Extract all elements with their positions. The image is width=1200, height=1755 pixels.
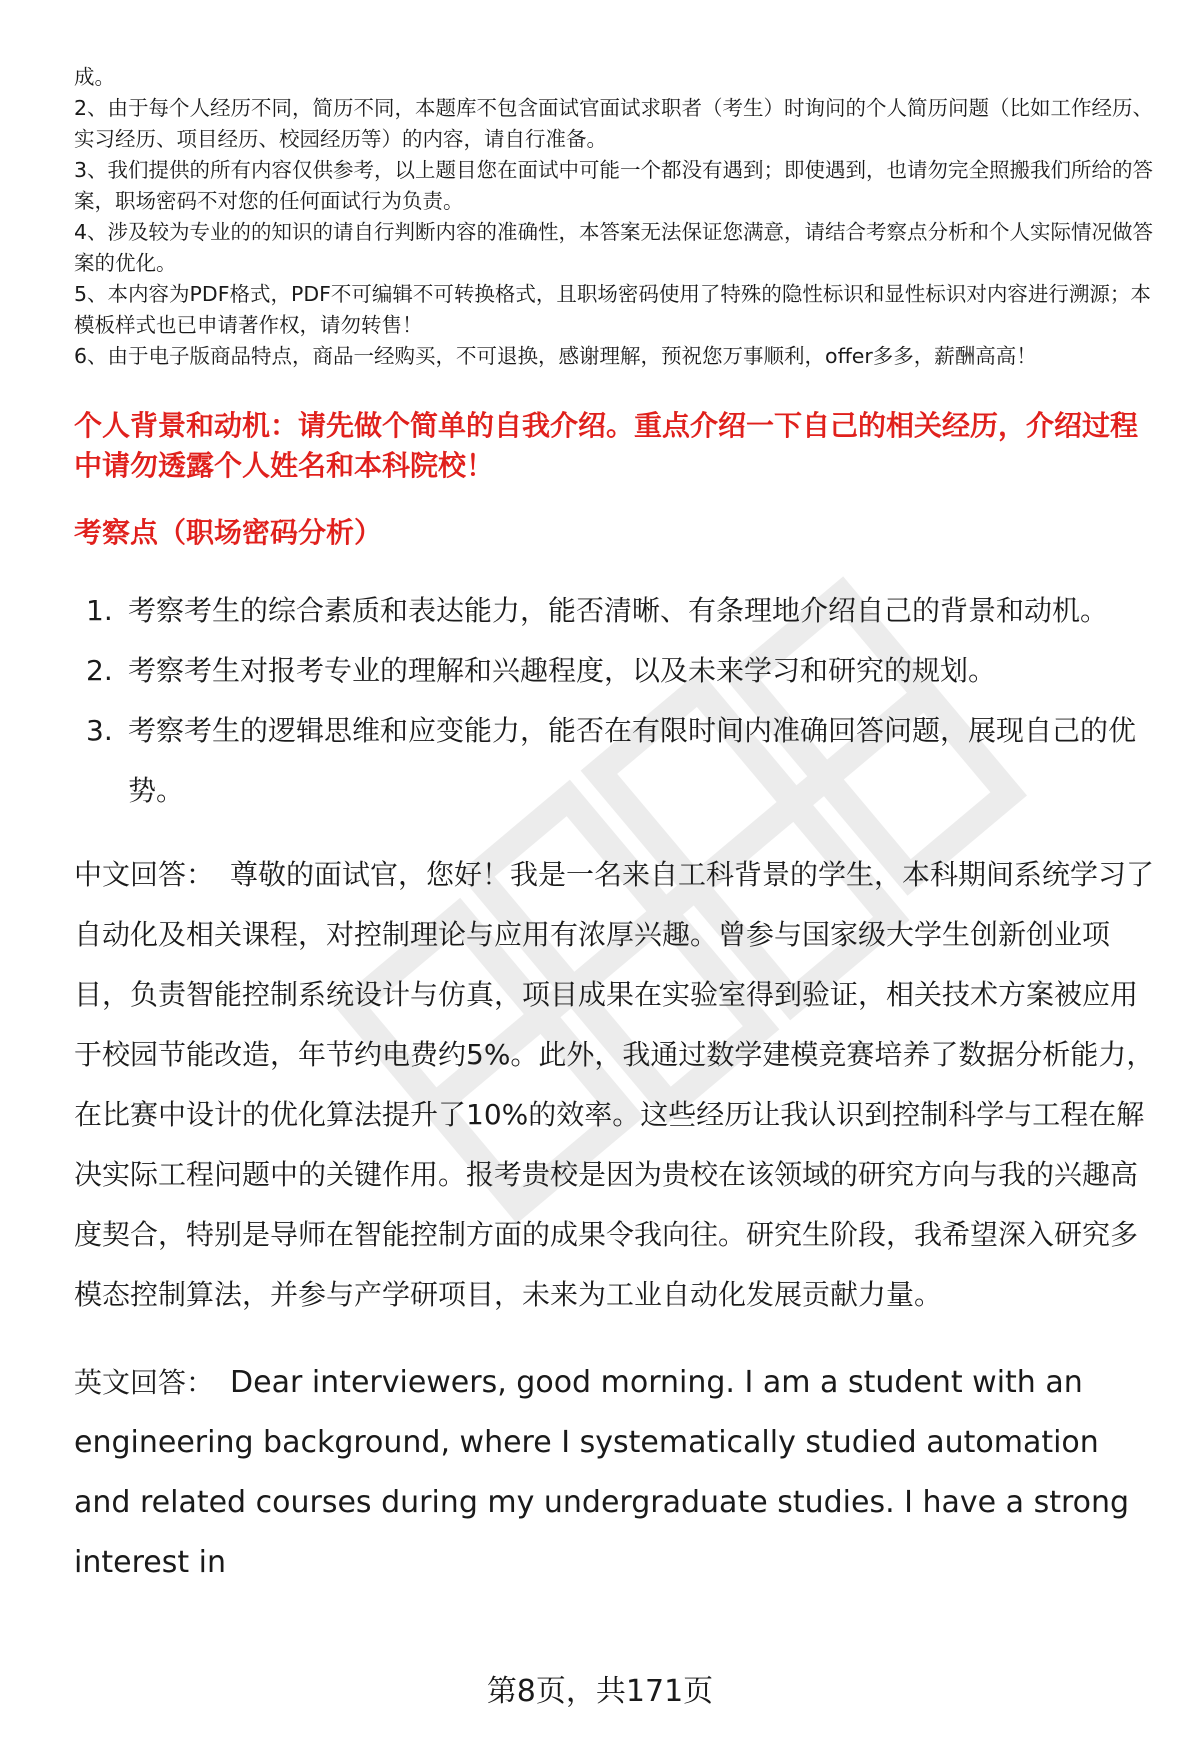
- list-item: [74, 701, 1156, 821]
- question-heading: 个人背景和动机：请先做个简单的自我介绍。重点介绍一下自己的相关经历，介绍过程中请勿透露个人姓名和本科院校！: [74, 409, 1139, 482]
- english-answer-text: Dear interviewers, good morning. I am a student with an engineering background, where I systematically studied automation and related courses during my undergraduate studies. I have a strong interest in: [74, 1365, 1130, 1580]
- list-text: 考察考生对报考专业的理解和兴趣程度，以及未来学习和研究的规划。: [128, 654, 997, 687]
- analysis-heading: 考察点（职场密码分析）: [74, 516, 383, 549]
- list-text: 考察考生的逻辑思维和应变能力，能否在有限时间内准确回答问题，展现自己的优势。: [128, 714, 1137, 807]
- chinese-answer-label: 中文回答：: [74, 858, 215, 891]
- analysis-points: [74, 581, 1156, 821]
- notice-line: 4、涉及较为专业的的知识的请自行判断内容的准确性，本答案无法保证您满意，请结合考察点分析和个人实际情况做答案的优化。: [74, 220, 1154, 275]
- list-item: [74, 641, 1156, 701]
- notice-line: 成。: [74, 65, 115, 89]
- list-item: [74, 581, 1156, 641]
- notice-line: 3、我们提供的所有内容仅供参考，以上题目您在面试中可能一个都没有遇到；即使遇到，也请勿完全照搬我们所给的答案，职场密码不对您的任何面试行为负责。: [74, 158, 1154, 213]
- page-number: 第8页，共171页: [486, 1674, 714, 1709]
- chinese-answer: [74, 845, 1156, 1325]
- notice-line: 6、由于电子版商品特点，商品一经购买，不可退换，感谢理解，预祝您万事顺利，offer多多，薪酬高高！: [74, 344, 1037, 368]
- notice-line: 2、由于每个人经历不同，简历不同，本题库不包含面试官面试求职者（考生）时询问的个人简历问题（比如工作经历、实习经历、项目经历、校园经历等）的内容，请自行准备。: [74, 96, 1154, 151]
- english-answer-label: 英文回答：: [74, 1366, 215, 1399]
- list-text: 考察考生的综合素质和表达能力，能否清晰、有条理地介绍自己的背景和动机。: [128, 594, 1109, 627]
- list-number: 2.: [86, 654, 113, 687]
- list-number: 3.: [86, 714, 113, 747]
- english-answer: [74, 1353, 1156, 1593]
- notice-list: [74, 62, 1156, 372]
- page-content: [74, 62, 1156, 1593]
- list-number: 1.: [86, 594, 113, 627]
- chinese-answer-text: 尊敬的面试官，您好！我是一名来自工科背景的学生，本科期间系统学习了自动化及相关课程，对控制理论与应用有浓厚兴趣。曾参与国家级大学生创新创业项目，负责智能控制系统设计与仿真，项目成果在实验室得到验证，相关技术方案被应用于校园节能改造，年节约电费约5%。此外，我通过数学建模竞赛培养了数据分析能力，在比赛中设计的优化算法提升了10%的效率。这些经历让我认识到控制科学与工程在解决实际工程问题中的关键作用。报考贵校是因为贵校在该领域的研究方向与我的兴趣高度契合，特别是导师在智能控制方面的成果令我向往。研究生阶段，我希望深入研究多模态控制算法，并参与产学研项目，未来为工业自动化发展贡献力量。: [74, 858, 1155, 1311]
- notice-line: 5、本内容为PDF格式，PDF不可编辑不可转换格式，且职场密码使用了特殊的隐性标识和显性标识对内容进行溯源；本模板样式也已申请著作权，请勿转售！: [74, 282, 1151, 337]
